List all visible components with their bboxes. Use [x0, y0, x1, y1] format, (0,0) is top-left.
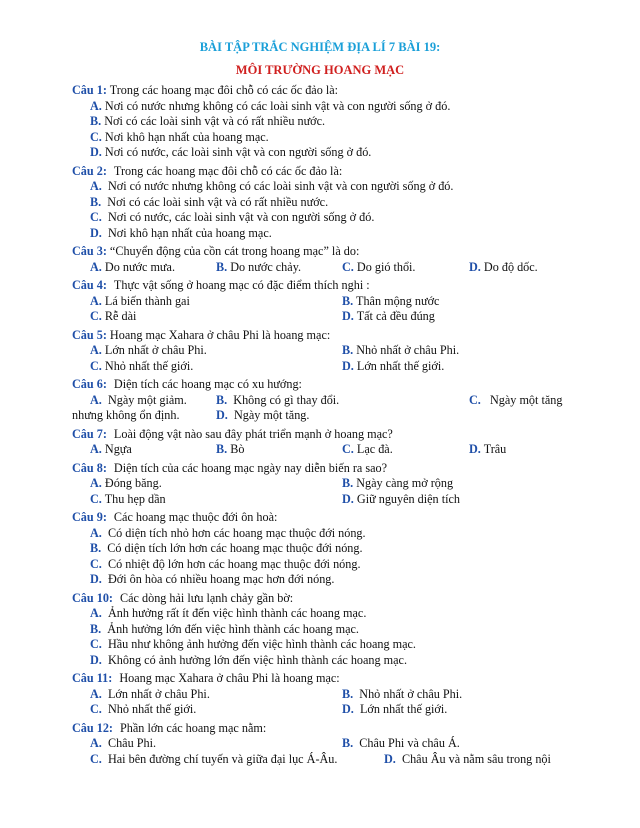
option-text: Nhỏ nhất ở châu Phi. [356, 343, 460, 357]
option-a[interactable] [72, 526, 572, 542]
option-letter: D. [469, 259, 481, 274]
option-text: Hầu như không ảnh hưởng đến việc hình thành các hoang mạc. [107, 637, 416, 651]
option-text: Nơi có các loài sinh vật và có rất nhiều nước. [107, 194, 329, 209]
option-d[interactable] [384, 752, 551, 768]
option-text: Rễ dài [104, 309, 137, 323]
option-text: Giữ nguyên diện tích [356, 491, 460, 506]
option-letter: C. [469, 392, 481, 407]
option-text: Lớn nhất thế giới. [356, 358, 445, 373]
question-text: Hoang mạc Xahara ở châu Phi là hoang mạc: [119, 671, 340, 685]
worksheet-subtitle: MÔI TRƯỜNG HOANG MẠC [235, 63, 405, 77]
option-a[interactable] [90, 343, 207, 359]
option-c[interactable] [469, 393, 562, 409]
option-letter: C. [90, 210, 102, 224]
option-d[interactable] [216, 408, 309, 424]
option-letter: D. [342, 491, 354, 506]
option-letter: C. [90, 358, 102, 373]
option-text: Châu Phi và châu Á. [359, 736, 460, 750]
question-12 [72, 721, 572, 768]
option-letter: D. [216, 408, 228, 422]
question-label: Câu 7: [72, 426, 107, 441]
option-letter: B. [90, 194, 102, 209]
option-letter: D. [342, 358, 354, 373]
question-list [72, 83, 572, 767]
question-label: Câu 1: [72, 83, 107, 97]
option-c[interactable] [342, 260, 415, 276]
option-text: Có diện tích lớn hơn các hoang mạc thuộc đới nóng. [107, 541, 363, 555]
option-text: Tất cả đều đúng [356, 309, 435, 323]
option-text: Ngựa [104, 442, 132, 456]
option-letter: D. [90, 652, 102, 667]
question-5 [72, 328, 572, 375]
question-7 [72, 427, 572, 458]
question-text: Phần lớn các hoang mạc nằm: [120, 720, 267, 735]
option-text: Ảnh hưởng rất ít đến việc hình thành các hoang mạc. [107, 606, 367, 620]
option-letter: C. [90, 491, 102, 506]
option-c[interactable] [72, 557, 572, 573]
question-label: Câu 4: [72, 278, 107, 292]
option-text: Châu Phi. [107, 736, 157, 750]
option-letter: C. [90, 751, 102, 766]
option-text: Không có ảnh hưởng lớn đến việc hình thành các hoang mạc. [107, 652, 407, 667]
option-a[interactable] [72, 606, 572, 622]
question-3 [72, 244, 572, 275]
question-text: Các dòng hải lưu lạnh chảy gần bờ: [120, 590, 294, 605]
option-letter: C. [90, 637, 102, 651]
option-letter: A. [90, 179, 102, 193]
option-c[interactable] [90, 752, 337, 768]
option-letter: B. [90, 541, 102, 555]
option-letter: A. [90, 476, 102, 490]
option-text: Ngày một tăng. [233, 408, 310, 422]
option-b[interactable] [216, 393, 339, 409]
option-letter: C. [90, 702, 102, 716]
question-text: Diện tích các hoang mạc có xu hướng: [113, 377, 302, 391]
question-label: Câu 11: [72, 671, 113, 685]
option-b[interactable] [216, 442, 244, 458]
option-a[interactable] [90, 476, 162, 492]
option-letter: A. [90, 293, 102, 308]
option-d[interactable] [72, 653, 572, 669]
option-text: Nơi có các loài sinh vật và có rất nhiều nước. [104, 114, 326, 128]
option-text: Nhỏ nhất thế giới. [104, 358, 194, 373]
option-c[interactable] [72, 210, 572, 226]
option-c[interactable] [72, 637, 572, 653]
option-letter: A. [90, 259, 102, 274]
option-a[interactable] [90, 687, 210, 703]
option-b[interactable] [72, 541, 572, 557]
question-8 [72, 461, 572, 508]
question-2 [72, 164, 572, 242]
question-text: Trong các hoang mạc đôi chỗ có các ốc đảo là: [109, 83, 339, 97]
option-text: Lá biến thành gai [104, 293, 190, 308]
option-text: Trâu [483, 442, 507, 456]
option-text: Lạc đà. [356, 442, 393, 456]
option-letter: B. [216, 259, 228, 274]
option-letter: D. [90, 225, 102, 240]
option-letter: C. [342, 259, 354, 274]
option-c-continuation: nhưng không ổn định. [72, 408, 180, 422]
option-letter: D. [384, 751, 396, 766]
option-letter: C. [90, 129, 102, 144]
option-letter: A. [90, 736, 102, 750]
option-text: Thu hẹp dần [104, 491, 166, 506]
option-letter: A. [90, 392, 102, 407]
option-letter: B. [342, 476, 354, 490]
option-letter: A. [90, 98, 102, 113]
question-6 [72, 377, 572, 424]
option-text: Lớn nhất ở châu Phi. [104, 343, 207, 357]
option-text: Do độ dốc. [483, 259, 538, 274]
option-letter: B. [342, 736, 354, 750]
option-letter: B. [90, 621, 102, 636]
option-d[interactable] [72, 572, 572, 588]
option-c[interactable] [90, 359, 193, 375]
option-a[interactable] [90, 736, 156, 752]
question-label: Câu 12: [72, 720, 113, 735]
option-letter: B. [216, 442, 228, 456]
option-letter: D. [90, 572, 102, 586]
option-letter: C. [342, 442, 354, 456]
option-text: Ngày càng mở rộng [356, 476, 454, 490]
option-text: Do nước mưa. [104, 259, 175, 274]
option-a[interactable] [90, 442, 132, 458]
option-text: Hai bên đường chí tuyến và giữa đại lục Á-Âu. [107, 751, 338, 766]
option-d[interactable] [72, 226, 572, 242]
option-text: Nơi khô hạn nhất của hoang mạc. [104, 129, 269, 144]
question-10 [72, 591, 572, 669]
option-d[interactable] [72, 145, 572, 161]
option-a[interactable] [90, 393, 187, 409]
option-d[interactable] [342, 492, 460, 508]
option-text: Nơi có nước, các loài sinh vật và con người sống ở đó. [104, 145, 372, 159]
option-letter: D. [90, 145, 102, 159]
option-letter: B. [342, 343, 354, 357]
question-label: Câu 2: [72, 163, 107, 178]
option-b[interactable] [342, 294, 439, 310]
option-text: Nhỏ nhất thế giới. [107, 702, 197, 716]
option-b[interactable] [342, 343, 459, 359]
option-c[interactable] [72, 130, 572, 146]
option-text: Không có gì thay đổi. [233, 392, 340, 407]
option-text: Nơi có nước, các loài sinh vật và con người sống ở đó. [107, 210, 375, 224]
option-a[interactable] [90, 260, 175, 276]
option-a[interactable] [72, 179, 572, 195]
question-4 [72, 278, 572, 325]
option-letter: A. [90, 343, 102, 357]
option-text: Đóng băng. [104, 476, 162, 490]
question-text: Loài động vật nào sau đây phát triển mạnh ở hoang mạc? [113, 426, 393, 441]
option-text: Nơi khô hạn nhất của hoang mạc. [107, 225, 272, 240]
option-b[interactable] [72, 114, 572, 130]
option-letter: D. [469, 442, 481, 456]
option-c[interactable] [342, 442, 393, 458]
option-text: Do nước chảy. [230, 259, 302, 274]
option-d[interactable] [469, 442, 506, 458]
option-letter: B. [342, 293, 354, 308]
option-letter: A. [90, 525, 102, 540]
worksheet-title: BÀI TẬP TRẮC NGHIỆM ĐỊA LÍ 7 BÀI 19: [199, 40, 441, 54]
option-d[interactable] [342, 309, 435, 325]
option-text: Có diện tích nhỏ hơn các hoang mạc thuộc đới nóng. [107, 525, 366, 540]
option-text: Có nhiệt độ lớn hơn các hoang mạc thuộc đới nóng. [107, 556, 361, 571]
question-text: Trong các hoang mạc đôi chỗ có các ốc đảo là: [113, 163, 343, 178]
question-label: Câu 6: [72, 377, 107, 391]
option-d[interactable] [342, 359, 444, 375]
option-b[interactable] [342, 736, 460, 752]
option-c[interactable] [90, 309, 136, 325]
question-label: Câu 10: [72, 590, 113, 605]
question-9 [72, 510, 572, 588]
option-c[interactable] [90, 492, 166, 508]
option-letter: D. [342, 309, 354, 323]
option-text: Nơi có nước nhưng không có các loài sinh vật và con người sống ở đó. [107, 179, 454, 193]
question-text: Diện tích của các hoang mạc ngày nay diễn biến ra sao? [113, 460, 388, 475]
option-letter: D. [342, 702, 354, 716]
option-letter: A. [90, 442, 102, 456]
question-text: Các hoang mạc thuộc đới ôn hoà: [113, 510, 278, 524]
option-b[interactable] [72, 622, 572, 638]
question-text: Thực vật sống ở hoang mạc có đặc điểm thích nghi : [113, 278, 370, 292]
option-a[interactable] [72, 99, 572, 115]
option-b[interactable] [216, 260, 301, 276]
question-text: “Chuyển động của cồn cát trong hoang mạc” là do: [109, 244, 360, 258]
option-c[interactable] [90, 702, 196, 718]
question-label: Câu 9: [72, 510, 107, 524]
option-a[interactable] [90, 294, 190, 310]
option-d[interactable] [342, 702, 447, 718]
option-letter: B. [216, 392, 228, 407]
option-text: Nhỏ nhất ở châu Phi. [359, 686, 463, 701]
option-text: Thân mộng nước [356, 293, 440, 308]
question-label: Câu 5: [72, 327, 107, 342]
option-d[interactable] [469, 260, 538, 276]
option-letter: C. [90, 556, 102, 571]
option-text: Ảnh hưởng lớn đến việc hình thành các hoang mạc. [107, 621, 359, 636]
option-b[interactable] [342, 687, 462, 703]
option-text: Ngày một giảm. [107, 392, 187, 407]
option-text: Nơi có nước nhưng không có các loài sinh vật và con người sống ở đó. [104, 98, 451, 113]
question-text: Hoang mạc Xahara ở châu Phi là hoang mạc: [109, 327, 331, 342]
option-text: Bò [230, 442, 245, 456]
option-letter: A. [90, 686, 102, 701]
option-b[interactable] [72, 195, 572, 211]
option-b[interactable] [342, 476, 453, 492]
option-text: Châu Âu và nằm sâu trong nội [401, 751, 551, 766]
option-letter: C. [90, 309, 102, 323]
option-letter: B. [342, 686, 354, 701]
option-text: Đới ôn hòa có nhiều hoang mạc hơn đới nóng. [107, 572, 335, 586]
option-letter: B. [90, 114, 102, 128]
question-11 [72, 671, 572, 718]
option-text: Do gió thổi. [356, 259, 416, 274]
option-letter: A. [90, 606, 102, 620]
question-label: Câu 3: [72, 244, 107, 258]
question-1 [72, 83, 572, 161]
option-text: Lớn nhất thế giới. [359, 702, 448, 716]
option-text: Lớn nhất ở châu Phi. [107, 686, 210, 701]
question-label: Câu 8: [72, 460, 107, 475]
option-text: Ngày một tăng [490, 392, 563, 407]
